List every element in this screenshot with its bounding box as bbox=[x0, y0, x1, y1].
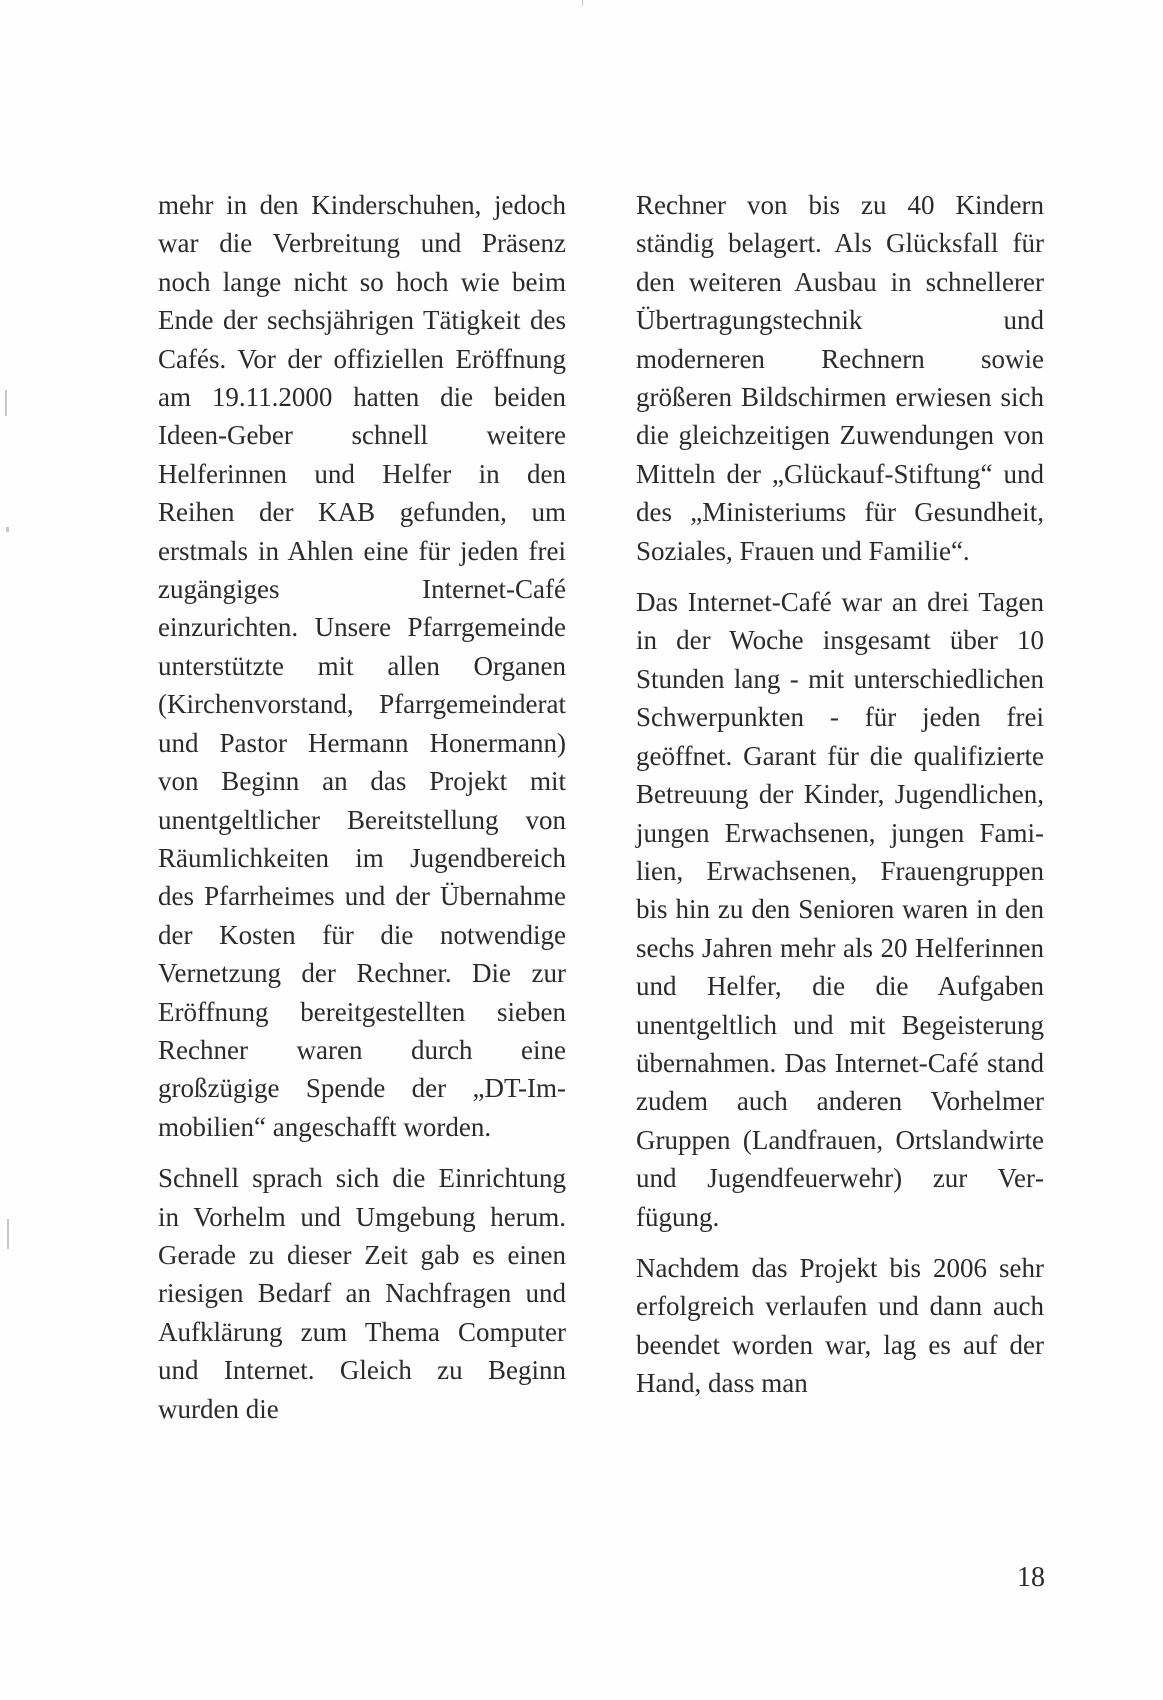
left-text-column bbox=[158, 186, 566, 1441]
scan-mark-top bbox=[582, 0, 583, 6]
page-number: 18 bbox=[1017, 1562, 1045, 1593]
right-paragraph-3: Nachdem das Projekt bis 2006 sehr erfolgreich verlaufen und dann auch beendet worden war, lag es auf der Hand, dass man bbox=[636, 1252, 1044, 1399]
left-paragraph-2: Schnell sprach sich die Einrichtung in Vorhelm und Umgebung herum. Gerade zu dieser Zeit gab es einen riesigen Bedarf an Nachfragen und Aufklärung zum Thema Computer und Internet. Gleich zu Beginn wurden die bbox=[158, 1163, 566, 1424]
right-text-column bbox=[636, 186, 1044, 1416]
right-paragraph-2: Das Internet-Café war an drei Tagen in der Woche insgesamt über 10 Stunden lang - mit unterschiedlichen Schwerpunkten - für jeden frei geöffnet. Garant für die qualifizierte Betreuung der Kinder, Jugendlichen, jungen Erwachsenen, jungen Familien, Erwachsenen, Frauengruppen bis hin zu den Senioren waren in den sechs Jahren mehr als 20 Helferinnen und Helfer, die die Aufgaben unentgeltlich und mit Begeisterung übernahmen. Das Internet-Café stand zudem auch anderen Vorhelmer Gruppen (Landfrauen, Ortslandwirte und Jugendfeuerwehr) zur Verfügung. bbox=[636, 587, 1044, 1232]
left-paragraph-1: mehr in den Kinderschuhen, jedoch war die Verbreitung und Präsenz noch lange nicht so hoch wie beim Ende der sechsjährigen Tätigkeit des Cafés. Vor der offiziellen Eröffnung am 19.11.2000 hatten die beiden Ideen-Geber schnell weitere Helferinnen und Helfer in den Reihen der KAB gefunden, um erstmals in Ahlen eine für jeden frei zugängiges Internet-Café einzurichten. Unsere Pfarrgemeinde unterstützte mit allen Organen (Kirchenvorstand, Pfarrgemeinderat und Pastor Hermann Honermann) von Beginn an das Projekt mit unentgeltlicher Bereitstellung von Räumlichkeiten im Jugendbereich des Pfarrheimes und der Übernahme der Kosten für die notwendige Vernetzung der Rechner. Die zur Eröffnung bereitgestellten sieben Rechner waren durch eine großzügige Spende der „DT-Immobilien“ angeschafft worden. bbox=[158, 190, 566, 1142]
scan-mark-margin-1 bbox=[5, 390, 7, 416]
scan-mark-margin-3 bbox=[7, 1219, 9, 1249]
right-paragraph-1: Rechner von bis zu 40 Kindern ständig belagert. Als Glücksfall für den weiteren Ausbau in schnellerer Übertragungstechnik und moderneren Rechnern sowie größeren Bildschirmen erwiesen sich die gleichzeitigen Zuwendungen von Mitteln der „Glückauf-Stiftung“ und des „Ministeriums für Gesundheit, Soziales, Frauen und Familie“. bbox=[636, 190, 1044, 566]
scan-mark-margin-2 bbox=[6, 527, 9, 532]
